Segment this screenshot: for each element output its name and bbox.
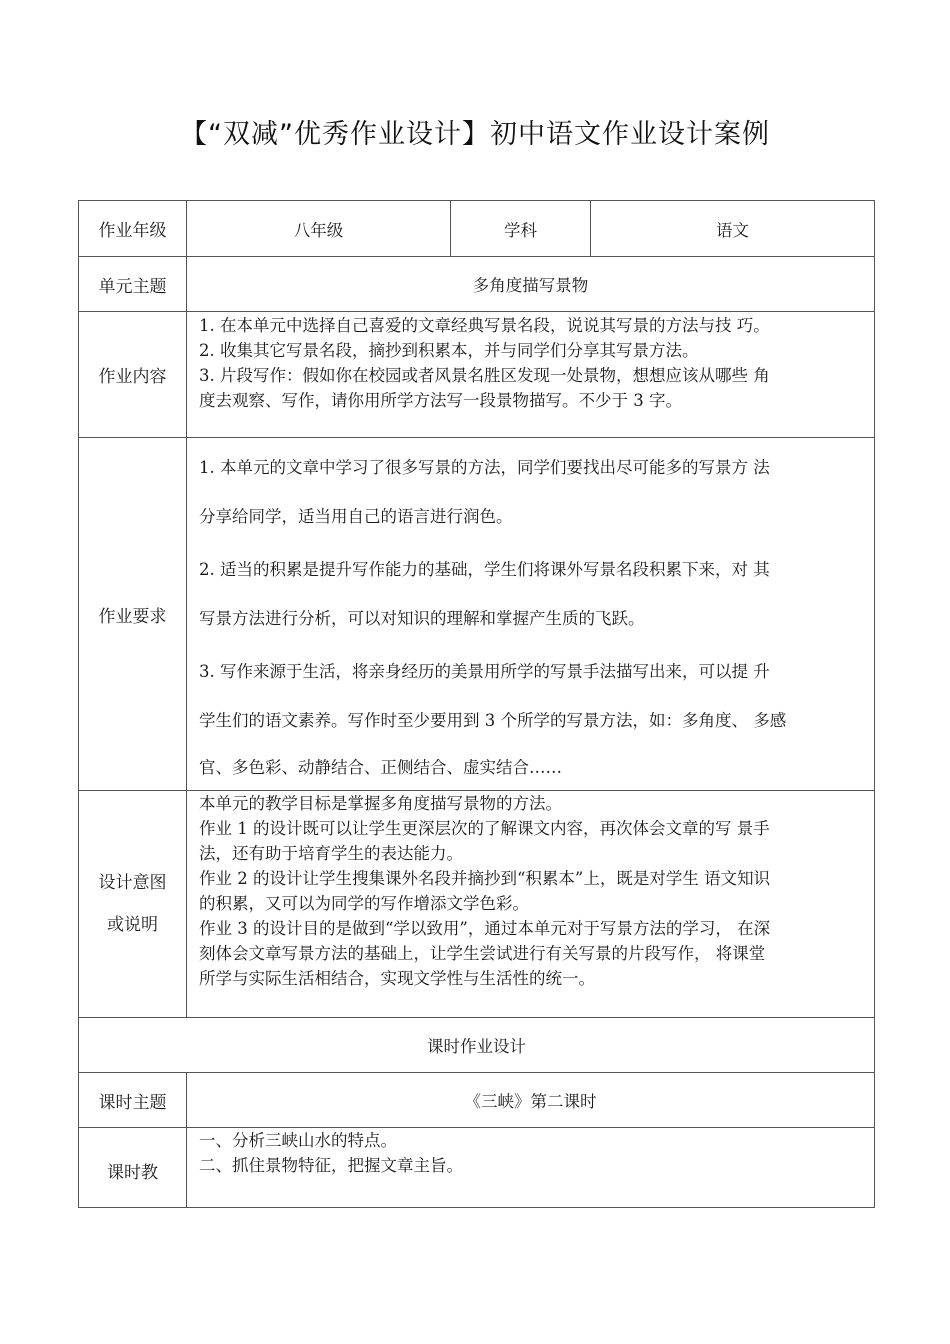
row-design-intent xyxy=(79,791,875,1018)
lesson-goal-label: 课时教 xyxy=(79,1128,187,1208)
subject-value: 语文 xyxy=(591,201,875,257)
intent-line: 作业 2 的设计让学生搜集课外名段并摘抄到“积累本”上，既是对学生 语文知识 xyxy=(199,869,771,888)
requirement-line: 3. 写作来源于生活，将亲身经历的美景用所学的写景手法描写出来，可以提 升 xyxy=(199,662,770,681)
intent-line: 作业 3 的设计目的是做到“学以致用”，通过本单元对于写景方法的学习， 在深 xyxy=(199,919,771,938)
row-unit-theme xyxy=(79,257,875,312)
requirement-item xyxy=(199,443,870,541)
grade-label: 作业年级 xyxy=(79,201,187,257)
content-line: 3. 片段写作：假如你在校园或者风景名胜区发现一处景物，想想应该从哪些 角 xyxy=(199,366,770,385)
design-intent-label xyxy=(79,791,187,1018)
design-intent-cell xyxy=(187,791,875,1018)
requirement-line: 2. 适当的积累是提升写作能力的基础，学生们将课外写景名段积累下来，对 其 xyxy=(199,560,770,579)
row-lesson-goals xyxy=(79,1128,875,1208)
intent-line: 作业 1 的设计既可以让学生更深层次的了解课文内容，再次体会文章的写 景手 xyxy=(199,819,770,838)
content-line: 2. 收集其它写景名段，摘抄到积累本，并与同学们分享其写景方法。 xyxy=(199,341,699,360)
grade-value: 八年级 xyxy=(187,201,451,257)
lesson-design-header: 课时作业设计 xyxy=(79,1018,875,1073)
intent-line: 法，还有助于培育学生的表达能力。 xyxy=(199,844,463,863)
lesson-goal-line: 一、分析三峡山水的特点。 xyxy=(199,1131,397,1150)
requirement-line: 1. 本单元的文章中学习了很多写景的方法，同学们要找出尽可能多的写景方 法 xyxy=(199,458,770,477)
content-label: 作业内容 xyxy=(79,312,187,438)
requirements-cell xyxy=(187,438,875,791)
document-title: 【“双减”优秀作业设计】初中语文作业设计案例 xyxy=(180,119,770,150)
row-homework-content xyxy=(79,312,875,438)
row-lesson-topic xyxy=(79,1073,875,1128)
row-lesson-design-header xyxy=(79,1018,875,1073)
content-line: 度去观察、写作，请你用所学方法写一段景物描写。不少于 3 字。 xyxy=(199,391,682,410)
requirement-item xyxy=(199,545,870,643)
subject-label: 学科 xyxy=(451,201,591,257)
lesson-goal-cell xyxy=(187,1128,875,1208)
homework-design-table xyxy=(78,200,875,1208)
row-homework-requirements xyxy=(79,438,875,791)
design-intent-label-line: 设计意图 xyxy=(98,873,167,893)
intent-line: 刻体会文章写景方法的基础上，让学生尝试进行有关写景的片段写作， 将课堂 xyxy=(199,944,766,963)
intent-line: 本单元的教学目标是掌握多角度描写景物的方法。 xyxy=(199,794,562,813)
intent-line: 所学与实际生活相结合，实现文学性与生活性的统一。 xyxy=(199,969,595,988)
lesson-topic-value: 《三峡》第二课时 xyxy=(187,1073,875,1128)
requirement-line: 官、多色彩、动静结合、正侧结合、虚实结合…… xyxy=(199,758,562,777)
unit-theme-value: 多角度描写景物 xyxy=(187,257,875,312)
content-cell xyxy=(187,312,875,438)
content-line: 1. 在本单元中选择自己喜爱的文章经典写景名段，说说其写景的方法与技 巧。 xyxy=(199,316,770,335)
requirement-line: 学生们的语文素养。写作时至少要用到 3 个所学的写景方法，如：多角度、 多感 xyxy=(199,711,787,730)
unit-theme-label: 单元主题 xyxy=(79,257,187,312)
lesson-goal-line: 二、抓住景物特征，把握文章主旨。 xyxy=(199,1156,463,1175)
requirements-label: 作业要求 xyxy=(79,438,187,791)
requirement-item xyxy=(199,647,870,790)
intent-line: 的积累，又可以为同学的写作增添文学色彩。 xyxy=(199,894,529,913)
lesson-topic-label: 课时主题 xyxy=(79,1073,187,1128)
row-grade-subject xyxy=(79,201,875,257)
requirement-line: 分享给同学，适当用自己的语言进行润色。 xyxy=(199,507,513,526)
requirement-line: 写景方法进行分析，可以对知识的理解和掌握产生质的飞跃。 xyxy=(199,609,645,628)
design-intent-label-line: 或说明 xyxy=(107,915,158,935)
